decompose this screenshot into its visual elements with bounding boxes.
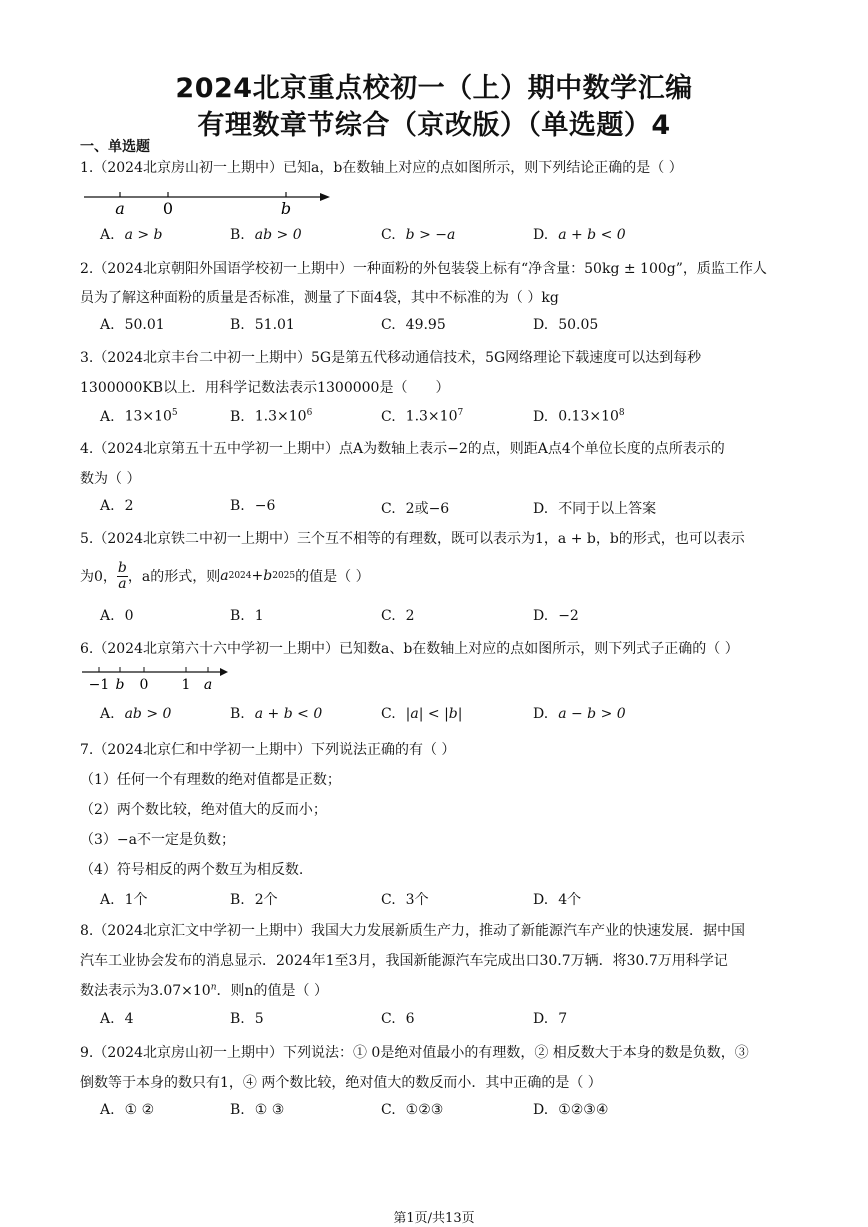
fraction-b-over-a: $\frac{b}{a}$ — [117, 559, 127, 592]
option-a[interactable]: A. $13\times 10^5$ — [100, 408, 178, 425]
option-d[interactable]: D. $0.13\times 10^8$ — [533, 408, 625, 425]
option-a[interactable]: A. 1个 — [100, 892, 148, 908]
question-7-text: 7.（2024北京仁和中学初一上期中）下列说法正确的有（ ） — [80, 742, 456, 758]
option-d[interactable]: D. 4个 — [533, 892, 582, 908]
option-b[interactable]: B. ab > 0 — [230, 227, 302, 243]
axis-arrow-icon — [320, 193, 330, 201]
question-5-line-2: 为0， $\frac{b}{a}$ ，a的形式，则 a 2024 + b 2025 的值是（ ） — [80, 559, 370, 592]
question-7-statement-2: （2）两个数比较，绝对值大的反而小； — [80, 802, 327, 818]
question-8-line-3: 数法表示为$3.07\times 10^n$．则n的值是（ ） — [80, 982, 328, 999]
option-b[interactable]: B. ① ③ — [230, 1102, 285, 1118]
label-minus-1: −1 — [88, 677, 110, 693]
label-a: a — [115, 199, 125, 218]
question-6-number-line — [80, 663, 240, 693]
question-8-options — [100, 1011, 800, 1031]
label-a: a — [203, 677, 213, 693]
question-7-statement-1: （1）任何一个有理数的绝对值都是正数； — [80, 772, 341, 788]
label-0: 0 — [162, 199, 174, 218]
section-heading: 一、单选题 — [80, 139, 150, 155]
label-b: b — [280, 199, 292, 218]
question-1-number-line — [80, 186, 340, 220]
option-d[interactable]: D. 7 — [533, 1011, 568, 1027]
question-2-options — [100, 317, 800, 337]
option-c[interactable]: C. ①②③ — [381, 1102, 444, 1118]
question-9-options — [100, 1102, 800, 1122]
question-7-options — [100, 889, 800, 909]
label-b: b — [115, 677, 125, 693]
option-c[interactable]: C. 6 — [381, 1011, 415, 1027]
option-a[interactable]: A. 0 — [100, 608, 134, 624]
question-3-line-2: 1300000KB以上．用科学记数法表示1300000是（ ） — [80, 380, 450, 396]
question-7-statement-4: （4）符号相反的两个数互为相反数. — [80, 862, 304, 878]
option-b[interactable]: B. 51.01 — [230, 317, 295, 333]
label-0: 0 — [139, 677, 149, 693]
question-4-options — [100, 498, 800, 518]
question-5-line-1: 5.（2024北京铁二中初一上期中）三个互不相等的有理数，既可以表示为1，a + b，b的形式，也可以表示 — [80, 531, 745, 547]
option-b[interactable]: B. 1 — [230, 608, 264, 624]
question-9-line-2: 倒数等于本身的数只有1，④ 两个数比较，绝对值大的数反而小．其中正确的是（ ） — [80, 1075, 602, 1091]
option-b[interactable]: B. 5 — [230, 1011, 264, 1027]
question-4-line-1: 4.（2024北京第五十五中学初一上期中）点A为数轴上表示−2的点，则距A点4个单位长度的点所表示的 — [80, 441, 725, 457]
axis-arrow-icon — [220, 668, 228, 676]
option-c[interactable]: C. b > −a — [381, 227, 456, 243]
question-9-line-1: 9.（2024北京房山初一上期中）下列说法：① 0是绝对值最小的有理数，② 相反数大于本身的数是负数，③ — [80, 1045, 749, 1061]
document-subtitle: 有理数章节综合（京改版）（单选题）4 — [197, 110, 671, 141]
question-2-line-1: 2.（2024北京朝阳外国语学校初一上期中）一种面粉的外包装袋上标有“净含量：50kg ± 100g”，质监工作人 — [80, 261, 767, 277]
label-1: 1 — [181, 677, 191, 693]
question-5-options — [100, 608, 800, 628]
question-7-statement-3: （3）−a不一定是负数； — [80, 832, 235, 848]
option-d[interactable]: D. a + b < 0 — [533, 227, 626, 243]
option-c[interactable]: C. 3个 — [381, 892, 429, 908]
option-a[interactable]: A. a > b — [100, 227, 163, 243]
option-c[interactable]: C. 2或−6 — [381, 501, 450, 517]
option-a[interactable]: A. 4 — [100, 1011, 134, 1027]
question-2-line-2: 员为了解这种面粉的质量是否标准，测量了下面4袋，其中不标准的为（ ）kg — [80, 290, 559, 306]
question-8-line-1: 8.（2024北京汇文中学初一上期中）我国大力发展新质生产力，推动了新能源汽车产业的快速发展．据中国 — [80, 923, 745, 939]
option-c[interactable]: C. $1.3\times 10^7$ — [381, 408, 464, 425]
option-d[interactable]: D. −2 — [533, 608, 579, 624]
question-6-options — [100, 706, 800, 726]
option-b[interactable]: B. −6 — [230, 498, 276, 514]
question-6-text: 6.（2024北京第六十六中学初一上期中）已知数a、b在数轴上对应的点如图所示，则下列式子正确的（ ） — [80, 641, 739, 657]
question-1-options — [100, 227, 800, 247]
option-d[interactable]: D. 50.05 — [533, 317, 599, 333]
option-a[interactable]: A. 2 — [100, 498, 134, 514]
option-b[interactable]: B. a + b < 0 — [230, 706, 323, 722]
option-a[interactable]: A. 50.01 — [100, 317, 165, 333]
option-b[interactable]: B. 2个 — [230, 892, 278, 908]
option-d[interactable]: D. a − b > 0 — [533, 706, 626, 722]
question-4-line-2: 数为（ ） — [80, 471, 141, 487]
option-a[interactable]: A. ① ② — [100, 1102, 155, 1118]
question-3-line-1: 3.（2024北京丰台二中初一上期中）5G是第五代移动通信技术，5G网络理论下载速度可以达到每秒 — [80, 350, 702, 366]
option-c[interactable]: C. |a| < |b| — [381, 706, 463, 722]
question-3-options — [100, 408, 800, 428]
question-1-text: 1.（2024北京房山初一上期中）已知a，b在数轴上对应的点如图所示，则下列结论正确的是（ ） — [80, 160, 683, 176]
option-d[interactable]: D. ①②③④ — [533, 1102, 609, 1118]
option-a[interactable]: A. ab > 0 — [100, 706, 172, 722]
page-footer: 第1页/共13页 — [393, 1211, 475, 1226]
document-title: 2024北京重点校初一（上）期中数学汇编 — [175, 73, 693, 104]
option-c[interactable]: C. 49.95 — [381, 317, 446, 333]
option-b[interactable]: B. $1.3\times 10^6$ — [230, 408, 313, 425]
question-8-line-2: 汽车工业协会发布的消息显示．2024年1至3月，我国新能源汽车完成出口30.7万辆．将30.7万用科学记 — [80, 953, 728, 969]
option-d[interactable]: D. 不同于以上答案 — [533, 501, 657, 517]
option-c[interactable]: C. 2 — [381, 608, 415, 624]
